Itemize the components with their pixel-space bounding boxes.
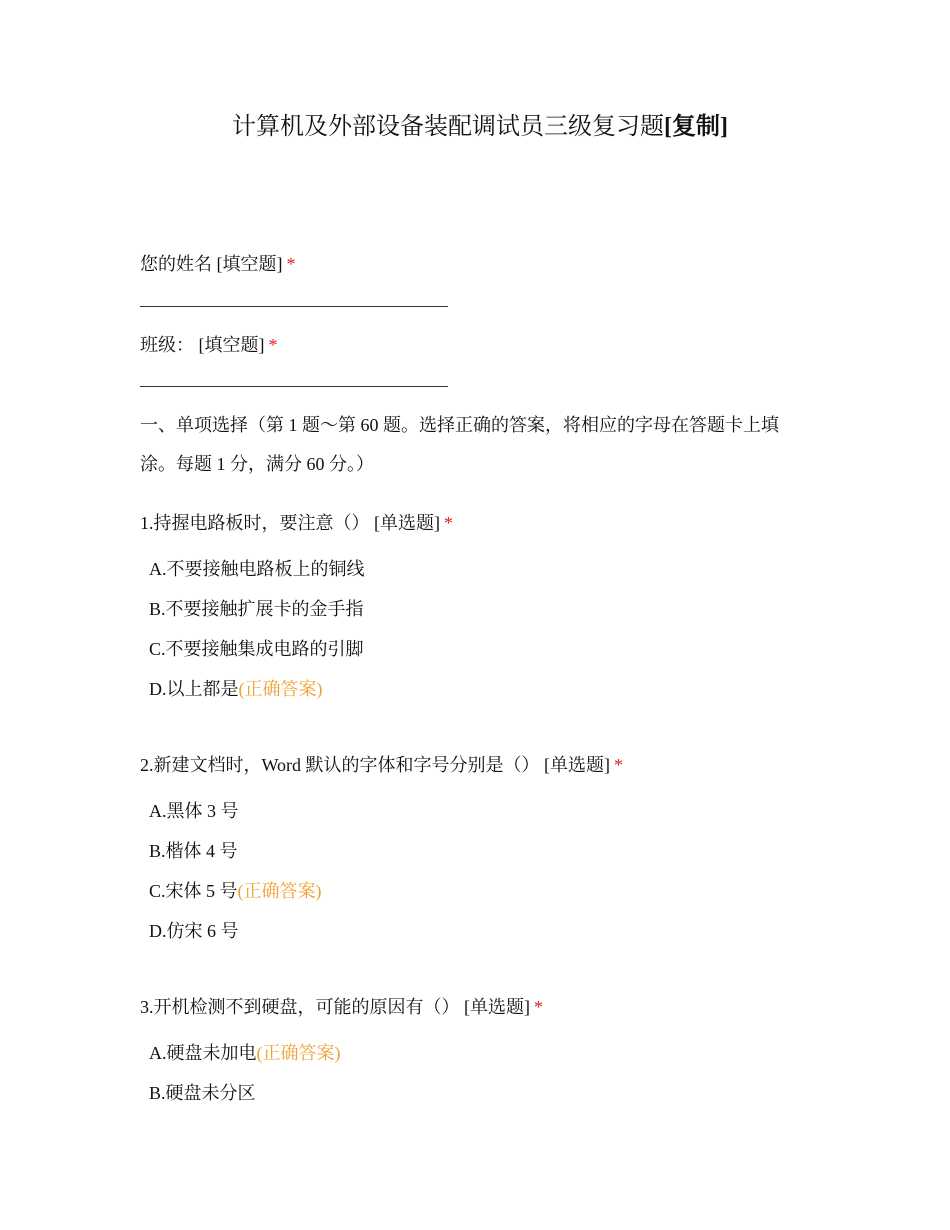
class-field-label	[140, 333, 278, 357]
question-2-option-b	[149, 839, 238, 863]
option-text: A.不要接触电路板上的铜线	[149, 559, 365, 579]
question-1-option-d	[149, 677, 323, 701]
question-1-option-b	[149, 597, 364, 621]
name-field-label	[140, 252, 296, 276]
required-mark: *	[268, 335, 278, 355]
option-text: C.宋体 5 号	[149, 881, 238, 901]
name-field-text: 您的姓名 [填空题]	[140, 254, 283, 274]
option-text: D.以上都是	[149, 679, 239, 699]
required-mark: *	[286, 254, 296, 274]
option-text: B.楷体 4 号	[149, 841, 238, 861]
page-title	[0, 112, 950, 142]
option-text: D.仿宋 6 号	[149, 921, 239, 941]
option-text: C.不要接触集成电路的引脚	[149, 639, 364, 659]
name-answer-line[interactable]	[140, 306, 448, 307]
section-intro: 一、单项选择（第 1 题～第 60 题。选择正确的答案，将相应的字母在答题卡上填涂。每题 1 分，满分 60 分。）	[140, 415, 779, 474]
question-3-label	[140, 995, 543, 1019]
question-2-text: 2.新建文档时，Word 默认的字体和字号分别是（） [单选题]	[140, 755, 611, 775]
question-1-text: 1.持握电路板时，要注意（） [单选题]	[140, 513, 440, 533]
question-1-option-c	[149, 637, 364, 661]
question-2-option-c	[149, 879, 322, 903]
required-mark: *	[534, 997, 543, 1017]
correct-answer-tag: (正确答案)	[238, 679, 323, 699]
question-3-option-b	[149, 1081, 256, 1105]
required-mark: *	[444, 513, 453, 533]
title-text: 计算机及外部设备装配调试员三级复习题	[232, 114, 664, 140]
option-text: B.硬盘未分区	[149, 1083, 256, 1103]
question-1-label	[140, 511, 453, 535]
option-text: A.硬盘未加电	[149, 1043, 257, 1063]
option-text: B.不要接触扩展卡的金手指	[149, 599, 364, 619]
option-text: A.黑体 3 号	[149, 801, 239, 821]
question-2-label	[140, 753, 623, 777]
question-3-text: 3.开机检测不到硬盘，可能的原因有（） [单选题]	[140, 997, 530, 1017]
class-answer-line[interactable]	[140, 386, 448, 387]
class-field-text: 班级： [填空题]	[140, 335, 265, 355]
question-2-option-d	[149, 919, 239, 943]
required-mark: *	[614, 755, 624, 775]
question-3-option-a	[149, 1041, 341, 1065]
correct-answer-tag: (正确答案)	[237, 881, 322, 901]
title-suffix: [复制]	[664, 114, 728, 140]
correct-answer-tag: (正确答案)	[256, 1043, 341, 1063]
question-1-option-a	[149, 557, 365, 581]
question-2-option-a	[149, 799, 239, 823]
